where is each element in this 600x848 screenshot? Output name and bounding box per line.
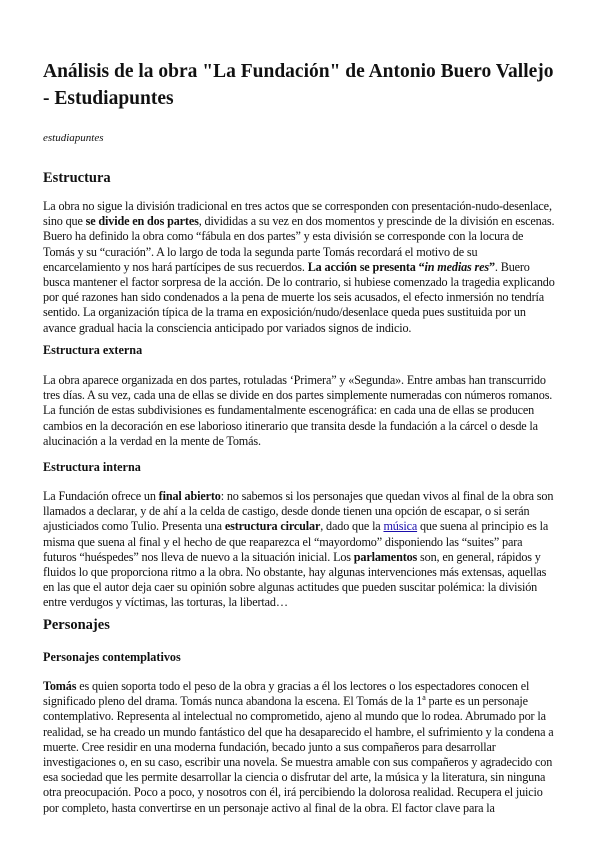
paragraph-estructura-externa: La obra aparece organizada en dos partes, rotuladas ‘Primera” y «Segunda». Entre ambas han transcurrido tres días. A su vez, cada una de ellas se divide en dos partes simplemente numeradas con números romanos. La función de estas subdivisiones es fundamentalmente escenográfica: en cada una de ellas se producen cambios en la decoración en ese laborioso itinerario que transita desde la fundación a la cárcel o desde la alucinación a la verdad en la mente de Tomás. — [43, 373, 553, 448]
heading-estructura-externa: Estructura externa — [43, 343, 143, 357]
author-name: estudiapuntes — [43, 132, 104, 144]
paragraph-tomas: Tomás es quien soporta todo el peso de la obra y gracias a él los lectores o los espectadores conocen el significado pleno del drama. Tomás nunca abandona la escena. El Tomás de la 1$^a$ parte es un personaje contemplativo. Representa al intelectual no comprometido, ajeno al mundo que lo rodea. Abrumado por la realidad, se ha creado un mundo fantástico del que ha desaparecido el hambre, el sufrimiento y la condena a muerte. Cree residir en una moderna fundación, becado junto a sus compañeros para desarrollar investigaciones o, en su caso, escribir una novela. Se muestra amable con sus compañeros y agradecido con esa sociedad que les permite desarrollar la ciencia o disfrutar del arte, la música y la literatura, sin ninguna otra preocupación. Poco a poco, y nosotros con él, irá percibiendo la dolorosa realidad. Recupera el juicio por completo, hasta convertirse en un personaje activo al final de la obra. El factor clave para la — [43, 679, 554, 815]
heading-estructura-interna: Estructura interna — [43, 460, 141, 474]
musica-link[interactable]: música — [383, 519, 418, 534]
heading-personajes-contemplativos: Personajes contemplativos — [43, 650, 181, 664]
page-title: Análisis de la obra "La Fundación" de Antonio Buero Vallejo - Estudiapuntes — [43, 61, 554, 109]
heading-personajes: Personajes — [43, 617, 110, 633]
paragraph-estructura-interna: La Fundación ofrece un final abierto: no sabemos si los personajes que quedan vivos al final de la obra son llamados a declarar, y de ahí a la celda de castigo, desde donde tienen una opción de escapar, o si serán ajusticiados como Tulio. Presenta una estructura circular, dado que la música que suena al principio es la misma que suena al final y el hecho de que reaparezca el “mayordomo” disponiendo las “suites” para futuros “huéspedes” nos lleva de nuevo a la situación inicial. Los parlamentos son, en general, rápidos y fluidos lo que proporciona ritmo a la obra. No obstante, hay algunas intervenciones más extensas, aquellas en las que el autor deja caer su opinión sobre algunas actitudes que pueden suscitar polémica: la división entre verdugos y víctimas, las torturas, la libertad… — [43, 489, 554, 610]
heading-estructura: Estructura — [43, 170, 111, 186]
paragraph-estructura: La obra no sigue la división tradicional en tres actos que se corresponden con presentación-nudo-desenlace, sino que se divide en dos partes, divididas a su vez en dos momentos y prescinde de la división en escenas. Buero ha definido la obra como “fábula en dos partes” y esta división se corresponde con la locura de Tomás y su “curación”. A lo largo de toda la segunda parte Tomás recordará el motivo de su encarcelamiento y nos hará partícipes de sus recuerdos. La acción se presenta “in medias res”. Buero busca mantener el factor sorpresa de la acción. De lo contrario, si hubiese comenzado la tragedia explicando por qué razones han sido condenados a la pena de muerte los seis acusados, el efecto inmersión no tendría sentido. La organización típica de la trama en exposición/nudo/desenlace queda pues sustituida por un avance gradual hacia la consciencia anticipado por variados signos de indicio. — [43, 199, 555, 335]
